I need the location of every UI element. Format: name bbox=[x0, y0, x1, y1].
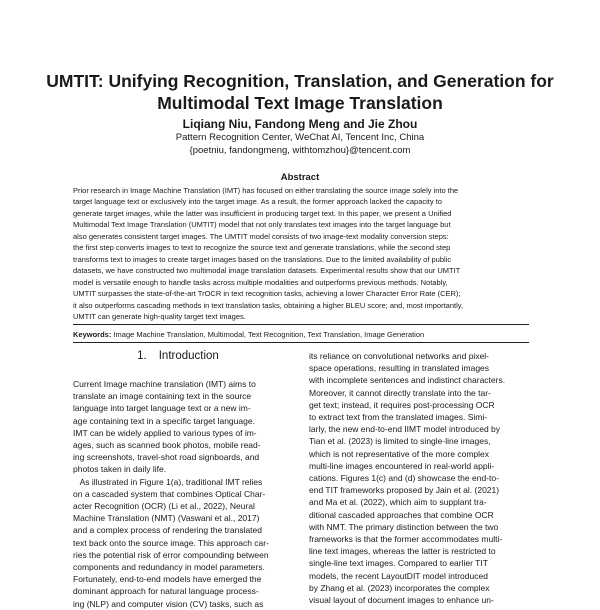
abstract-line: Prior research in Image Machine Translation (IMT) has focused on either translating the source image solely into the bbox=[73, 186, 459, 195]
abstract-line: generate target images, while the latter was insufficient in producing target text. In this paper, we present a Unified bbox=[73, 208, 452, 218]
abstract-line: transforms text to images to create target images based on the translations. Due to the limited availability of public bbox=[73, 254, 452, 264]
body-line: photos taken in daily life. bbox=[73, 464, 167, 475]
abstract-line: model is versatile enough to handle tasks across multiple modalities and outperforms previous methods. Notably, bbox=[73, 277, 448, 287]
body-line: with NMT. The primary distinction between the two bbox=[309, 521, 499, 532]
body-line: Tian et al. (2023) is limited to single-line images, bbox=[309, 436, 491, 447]
body-line: space operations, resulting in translated images bbox=[309, 363, 490, 374]
body-line: Fortunately, end-to-end models have emerged the bbox=[73, 574, 262, 585]
section-number: 1. bbox=[137, 350, 147, 362]
body-line: by Zhang et al. (2023) incorporates the complex bbox=[309, 582, 490, 593]
section-title: Introduction bbox=[158, 350, 219, 362]
abstract-line: target language text or exclusively into the target image. As a result, the former approach lacked the capacity to bbox=[73, 197, 442, 207]
right-column bbox=[309, 350, 531, 606]
body-line: with incomplete sentences and indistinct characters. bbox=[309, 375, 506, 386]
body-line: Current Image machine translation (IMT) aims to bbox=[73, 379, 256, 389]
body-line: on a cascaded system that combines Optical Char- bbox=[73, 488, 266, 499]
body-line: which is not representative of the more complex bbox=[309, 448, 490, 459]
abstract-line: UMTIT can generate high-quality target text images. bbox=[73, 311, 246, 321]
body-line: larly, the new end-to-end IIMT model introduced by bbox=[309, 424, 501, 435]
title-line-1: UMTIT: Unifying Recognition, Translation, and Generation for bbox=[46, 71, 554, 91]
body-line: acter Recognition (OCR) (Li et al., 2022), Neural bbox=[73, 501, 255, 512]
body-line: multi-line images encountered in real-world appli- bbox=[309, 460, 495, 471]
body-line: Moreover, it cannot directly translate into the tar- bbox=[309, 387, 491, 398]
abstract-body bbox=[73, 185, 529, 322]
body-line: models, the recent LayoutDIT model introduced bbox=[309, 570, 488, 581]
body-line: ing (NLP) and computer vision (CV) tasks, such as bbox=[73, 598, 264, 609]
body-line: its reliance on convolutional networks and pixel- bbox=[309, 351, 490, 361]
body-line: translate an image containing text in the source bbox=[73, 391, 252, 402]
abstract-line: Multimodal Text Image Translation (UMTIT) model that not only translates text images into the target language but bbox=[73, 220, 451, 230]
body-line: end TIT frameworks proposed by Jain et al. (2021) bbox=[309, 485, 500, 496]
body-line: ditional cascaded approaches that combine OCR bbox=[309, 509, 494, 520]
body-line: get text; instead, it requires post-processing OCR bbox=[309, 399, 495, 410]
body-line: components and redundancy in model parameters. bbox=[73, 562, 265, 573]
body-line: IMT can be widely applied to various types of im- bbox=[73, 427, 257, 438]
body-line: frameworks is that the former accommodates multi- bbox=[309, 534, 503, 545]
emails: {poetniu, fandongmeng, withtomzhou}@tencent.com bbox=[189, 144, 411, 156]
body-line: cations. Figures 1(c) and (d) showcase the end-to- bbox=[309, 473, 499, 484]
affiliation-block bbox=[40, 132, 560, 157]
body-line: dominant approach for natural language process- bbox=[73, 586, 259, 597]
body-line: to extract text from the translated images. Simi- bbox=[309, 412, 488, 423]
body-line: single-line text images. Compared to earlier TIT bbox=[309, 558, 488, 569]
section-heading bbox=[73, 350, 295, 362]
keywords-line bbox=[73, 330, 424, 339]
body-line: ages, such as scanned book photos, mobile read- bbox=[73, 440, 261, 451]
body-line: and Ma et al. (2022), which aim to supplant tra- bbox=[309, 497, 487, 508]
body-line: As illustrated in Figure 1(a), traditional IMT relies bbox=[73, 476, 263, 487]
keywords-top-rule bbox=[73, 324, 529, 325]
body-line: ries the potential risk of error compounding between bbox=[73, 549, 269, 560]
body-line: age containing text in a specific target language. bbox=[73, 415, 255, 426]
authors: Liqiang Niu, Fandong Meng and Jie Zhou bbox=[182, 117, 418, 131]
left-column bbox=[73, 378, 295, 610]
abstract-line: the first step converts images to text to recognize the source text and generate translations, while the second step bbox=[73, 243, 451, 253]
body-line: line text images, whereas the latter is restricted to bbox=[309, 546, 496, 557]
keywords-bottom-rule bbox=[73, 342, 529, 343]
paper-title bbox=[40, 70, 560, 114]
keywords-text: Image Machine Translation, Multimodal, Text Recognition, Text Translation, Image Generation bbox=[113, 330, 425, 339]
title-line-2: Multimodal Text Image Translation bbox=[157, 93, 443, 113]
body-line: visual layout of document images to enhance un- bbox=[309, 595, 494, 606]
affiliation: Pattern Recognition Center, WeChat AI, Tencent Inc, China bbox=[175, 132, 425, 143]
abstract-line: UMTIT surpasses the state-of-the-art TrOCR in text recognition tasks, achieving a lower Character Error Rate (CER); bbox=[73, 289, 461, 299]
abstract-line: datasets, we have constructed two multimodal image translation datasets. Experimental results show that our UMTIT bbox=[73, 266, 461, 276]
abstract-line: it also outperforms cascading methods in text translation tasks, obtaining a higher BLEU score; and, most importantly, bbox=[73, 300, 464, 310]
abstract-heading: Abstract bbox=[280, 172, 320, 183]
body-line: ing screenshots, travel-shot road signboards, and bbox=[73, 452, 260, 463]
body-line: language into target language text or a new im- bbox=[73, 403, 251, 414]
keywords-label: Keywords: bbox=[73, 330, 112, 339]
abstract-line: also generates consistent target images. The UMTIT model consists of two image-text modality conversion steps: bbox=[73, 231, 449, 241]
body-line: and a complex process of rendering the translated bbox=[73, 525, 263, 536]
body-line: text back onto the source image. This approach car- bbox=[73, 537, 269, 548]
body-line: Machine Translation (NMT) (Vaswani et al., 2017) bbox=[73, 513, 260, 524]
